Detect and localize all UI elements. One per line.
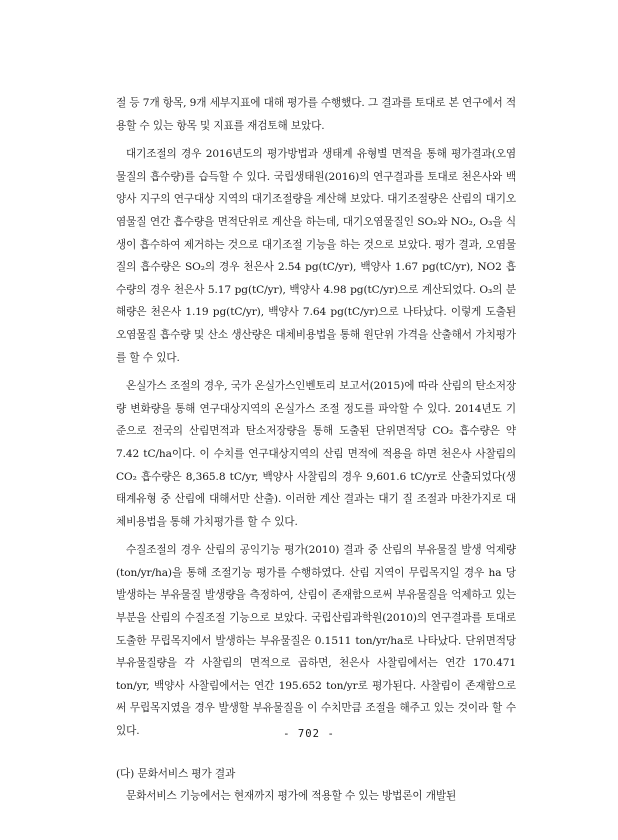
paragraph-continuation: 절 등 7개 항목, 9개 세부지표에 대해 평가를 수행했다. 그 결과를 토대로 본 연구에서 적용할 수 있는 항목 및 지표를 재검토해 보았다. — [116, 97, 516, 132]
paragraph-air-regulation: 대기조절의 경우 2016년도의 평가방법과 생태계 유형별 면적을 통해 평가결과(오염물질의 흡수량)를 습득할 수 있다. 국립생태원(2016)의 연구결과를 토대로 천은사와 백양사 지구의 연구대상 지역의 대기조절량을 계산해 보았다. 대기조절량은 산림의 대기오염물질 연간 흡수량을 면적단위로 계산을 하는데, 대기오염물질인 SO₂와 NO₂, O₃을 식생이 흡수하여 제거하는 것으로 대기조절 기능을 하는 것으로 보았다. 평가 결과, 오염물질의 흡수량은 SO₂의 경우 천은사 2.54 pg(tC/yr), 백양사 1.67 pg(tC/yr), NO2 흡수량의 경우 천은사 5.17 pg(tC/yr), 백양사 4.98 pg(tC/yr)으로 계산되었다. O₃의 분해량은 천은사 1.19 pg(tC/yr), 백양사 7.64 pg(tC/yr)으로 나타났다. 이렇게 도출된 오염물질 흡수량 및 산소 생산량은 대체비용법을 통해 원단위 가격을 산출해서 가치평가를 할 수 있다. — [116, 148, 516, 364]
body-text — [116, 92, 516, 808]
page-number: - 702 - — [283, 728, 335, 740]
paragraph-greenhouse-gas: 온실가스 조절의 경우, 국가 온실가스인벤토리 보고서(2015)에 따라 산림의 탄소저장량 변화량을 통해 연구대상지역의 온실가스 조절 정도를 파악할 수 있다. 2014년도 기준으로 전국의 산림면적과 탄소저장량을 통해 도출된 단위면적당 CO₂ 흡수량은 약 7.42 tC/ha이다. 이 수치를 연구대상지역의 산림 면적에 적용을 하면 천은사 사찰림의 CO₂ 흡수량은 8,365.8 tC/yr, 백양사 사찰림의 경우 9,601.6 tC/yr로 산출되었다(생태계유형 중 산림에 대해서만 산출). 이러한 계산 결과는 대기 질 조절과 마찬가지로 대체비용법을 통해 가치평가를 할 수 있다. — [116, 380, 516, 528]
paragraph-cultural-services: 문화서비스 기능에서는 현재까지 평가에 적용할 수 있는 방법론이 개발된 — [126, 790, 457, 803]
section-heading: (다) 문화서비스 평가 결과 — [116, 767, 236, 780]
paragraph-water-regulation: 수질조절의 경우 산림의 공익기능 평가(2010) 결과 중 산림의 부유물질 발생 억제량(ton/yr/ha)을 통해 조절기능 평가를 수행하였다. 산림 지역이 무립목지일 경우 ha 당 발생하는 부유물질 발생량을 측정하여, 산림이 존재함으로써 부유물질을 억제하고 있는 부분을 산림의 수질조절 기능으로 보았다. 국립산림과학원(2010)의 연구결과를 토대로 도출한 무립목지에서 발생하는 부유물질은 0.1511 ton/yr/ha로 나타났다. 단위면적당 부유물질량을 각 사찰림의 면적으로 곱하면, 천은사 사찰림에서는 연간 170.471 ton/yr, 백양사 사찰림에서는 연간 195.652 ton/yr로 평가된다. 사찰림이 존재함으로써 무립목지였을 경우 발생할 부유물질을 이 수치만큼 조절을 해주고 있는 것이라 할 수 있다. — [116, 544, 516, 738]
